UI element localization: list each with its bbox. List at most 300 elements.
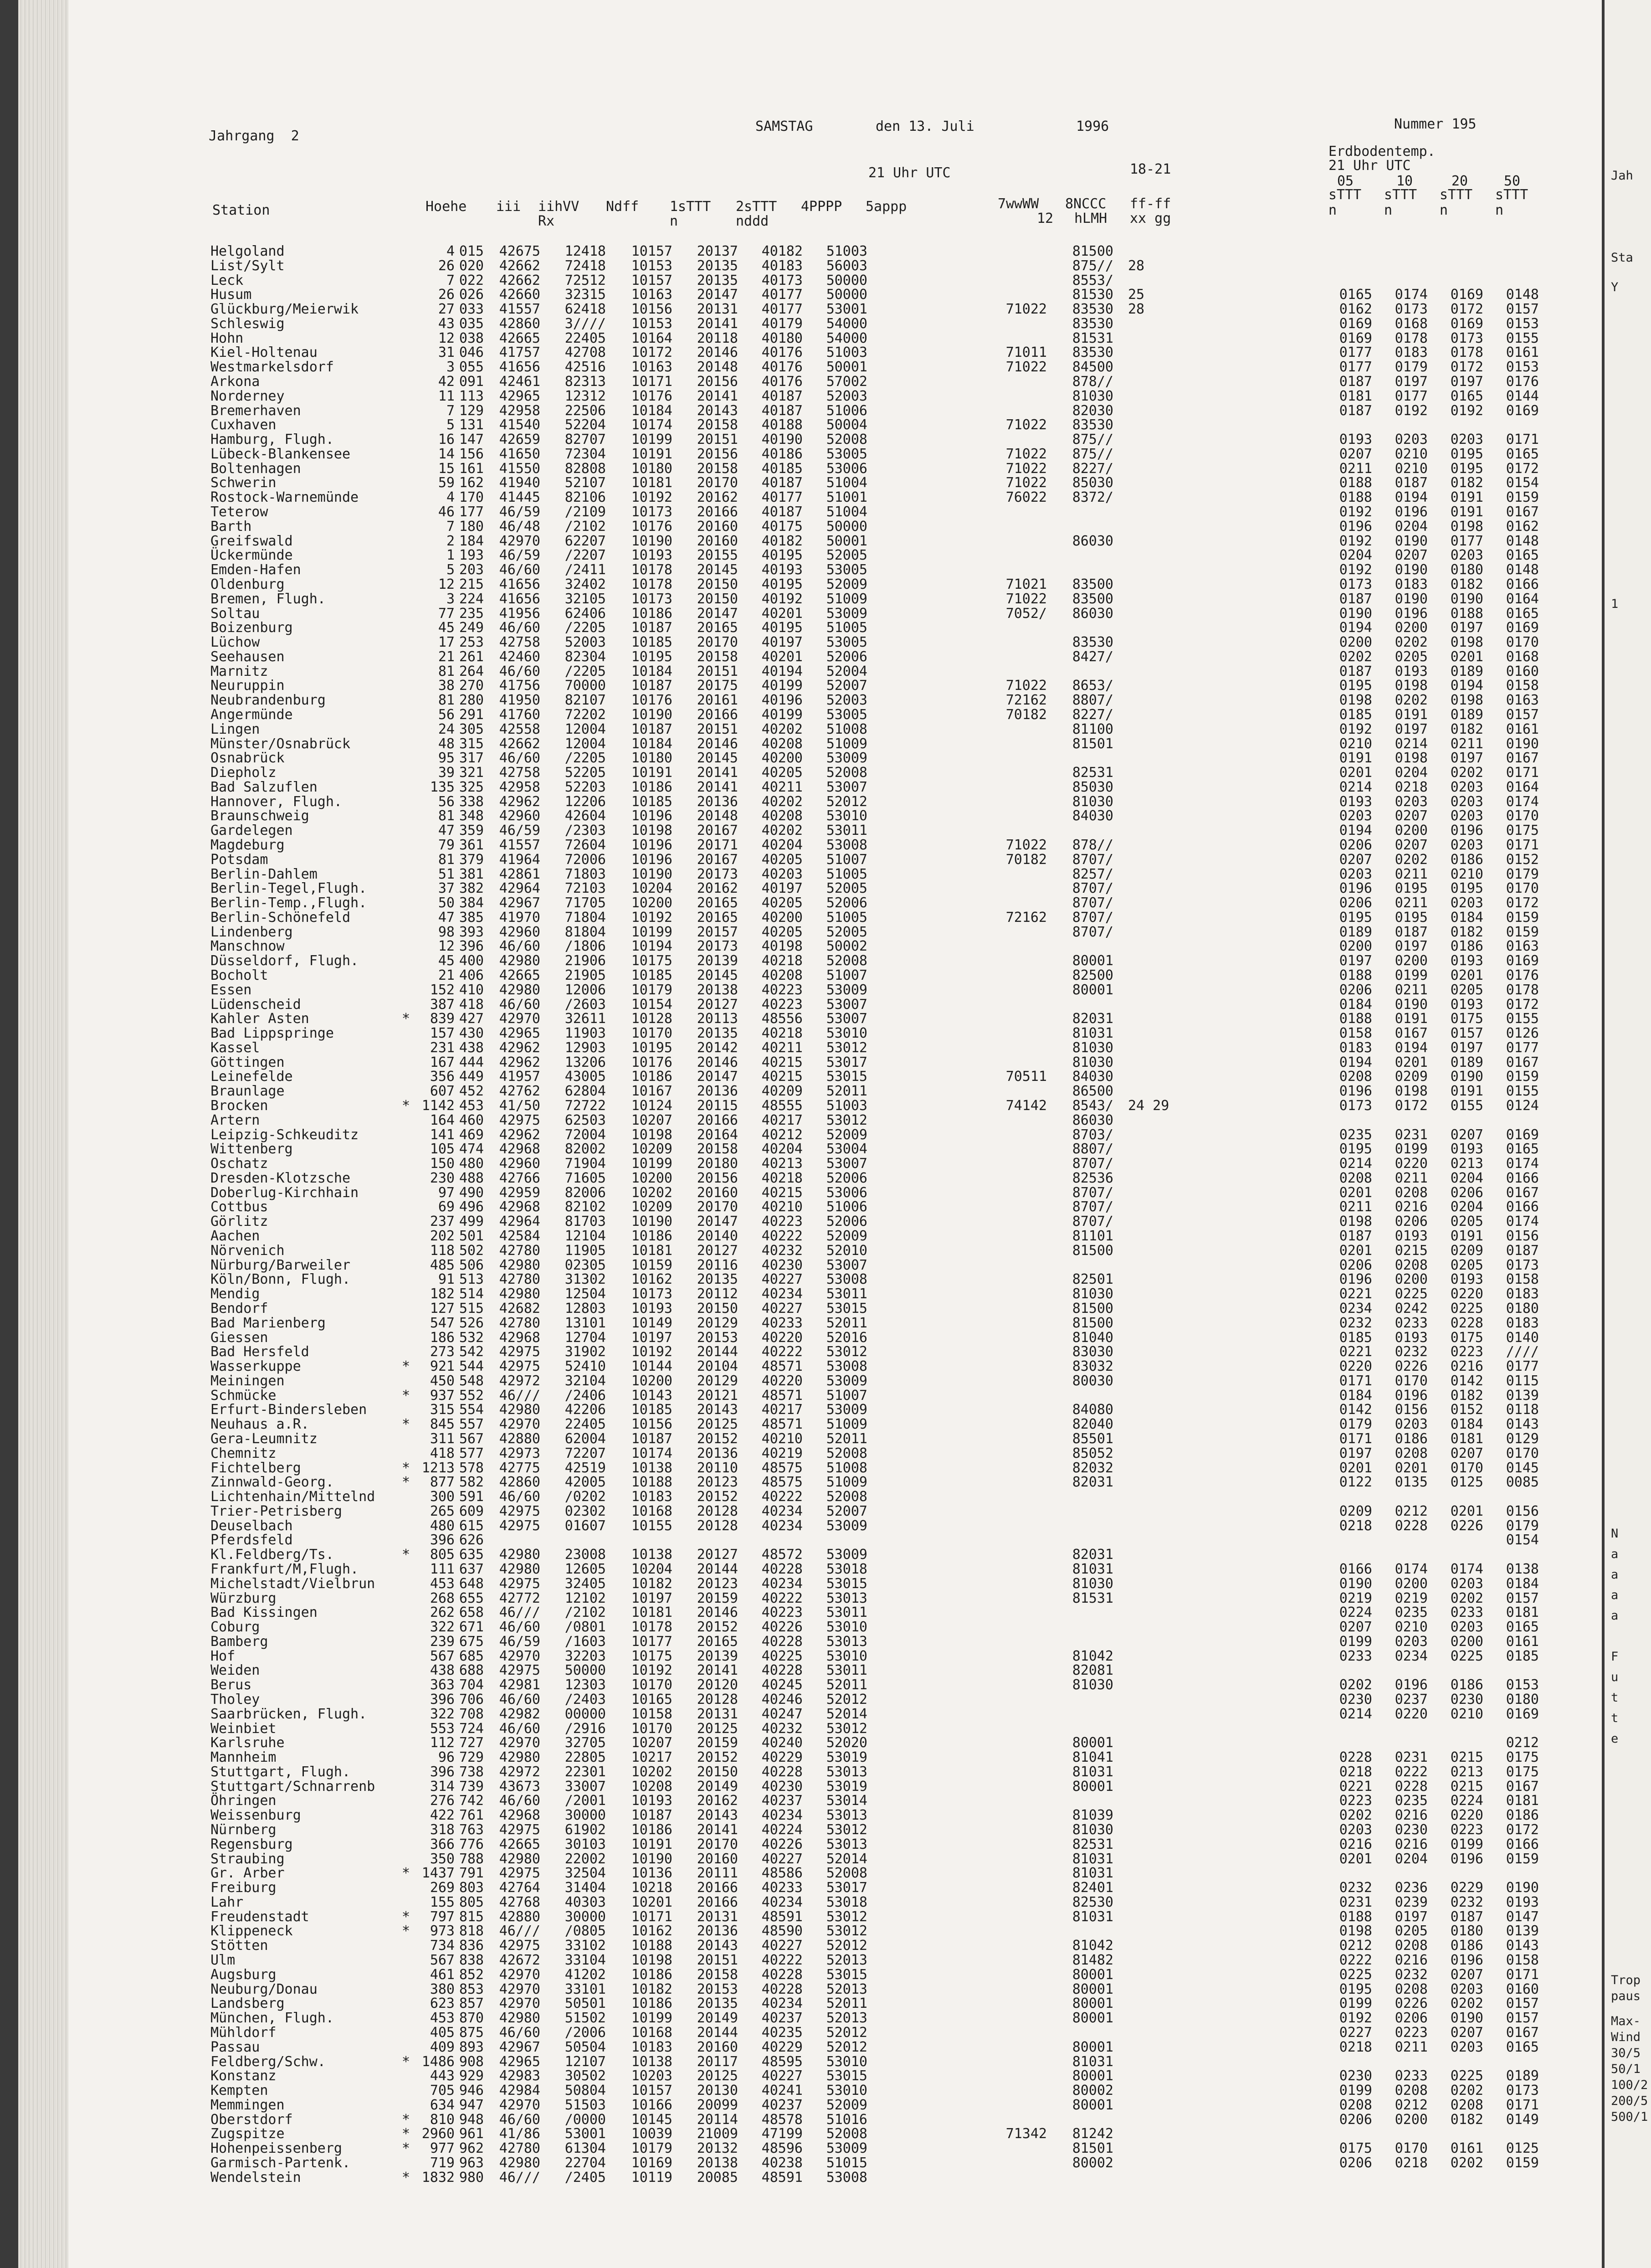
cell-sttt2: 20116 <box>697 1257 738 1273</box>
cell-soil20: 0174 <box>1450 1561 1483 1577</box>
cell-nccc: 81030 <box>1072 1677 1113 1693</box>
cell-soil20: 0203 <box>1450 1619 1483 1635</box>
cell-soil10: 0186 <box>1395 1430 1428 1447</box>
cell-ndff: 12418 <box>564 243 606 259</box>
cell-soil05: 0196 <box>1339 518 1372 535</box>
cell-ndff: 22506 <box>564 402 606 419</box>
cell-appp: 51003 <box>826 243 867 259</box>
cell-soil05: 0199 <box>1339 2083 1372 2099</box>
cell-pppp: 40210 <box>761 1430 803 1447</box>
cell-iii: 501 <box>459 1228 484 1245</box>
cell-soil20: 0187 <box>1450 1908 1483 1925</box>
table-row <box>210 1403 1545 1417</box>
cell-soil50: 0155 <box>1506 330 1539 346</box>
cell-nccc: 81500 <box>1072 1242 1113 1259</box>
cell-appp: 53019 <box>826 1749 867 1766</box>
cell-sttt2: 20129 <box>697 1373 738 1389</box>
cell-nccc: 82401 <box>1072 1880 1113 1896</box>
cell-soil05: 0202 <box>1339 648 1372 665</box>
cell-iihvv: 46/59 <box>499 1633 540 1650</box>
cell-soil50: 0169 <box>1506 1126 1539 1143</box>
cell-sttt1: 10157 <box>631 243 672 259</box>
cell-sttt1: 10173 <box>631 504 672 520</box>
cell-nccc: 81031 <box>1072 1764 1113 1780</box>
cell-soil05: 0222 <box>1339 1952 1372 1969</box>
cell-pppp: 40212 <box>761 1126 803 1143</box>
cell-soil20: 0161 <box>1450 2140 1483 2157</box>
cell-appp: 52008 <box>826 765 867 781</box>
cell-iii: 513 <box>459 1271 484 1288</box>
cell-soil10: 0212 <box>1395 1503 1428 1519</box>
cell-appp: 52009 <box>826 1228 867 1245</box>
cell-iihvv: 42960 <box>499 808 540 824</box>
cell-sttt1: 10138 <box>631 1547 672 1563</box>
cell-hoehe: 921 <box>430 1358 455 1375</box>
cell-sttt2: 20153 <box>697 1329 738 1346</box>
cell-iihvv: 42980 <box>499 1547 540 1563</box>
cell-appp: 51009 <box>826 591 867 607</box>
cell-appp: 53007 <box>826 996 867 1013</box>
cell-pppp: 40176 <box>761 345 803 361</box>
adjacent-text-fragment: 200/5 <box>1611 2094 1648 2108</box>
cell-hoehe: 167 <box>430 1054 455 1070</box>
table-row <box>210 635 1545 650</box>
cell-nccc: 81500 <box>1072 243 1113 259</box>
cell-ndff: 82808 <box>564 460 606 477</box>
cell-soil50: 0165 <box>1506 2039 1539 2055</box>
cell-soil20: 0199 <box>1450 1836 1483 1852</box>
cell-pppp: 40208 <box>761 735 803 752</box>
cell-soil50: 0085 <box>1506 1474 1539 1491</box>
cell-iii: 215 <box>459 576 484 592</box>
cell-ndff: 71904 <box>564 1156 606 1172</box>
cell-iihvv: 42659 <box>499 432 540 448</box>
cell-sttt2: 20152 <box>697 1619 738 1635</box>
cell-soil10: 0211 <box>1395 866 1428 882</box>
cell-sttt1: 10178 <box>631 562 672 578</box>
cell-station: Wasserkuppe <box>210 1358 301 1375</box>
cell-hoehe: 705 <box>430 2083 455 2099</box>
cell-pppp: 40205 <box>761 895 803 911</box>
cell-station: Konstanz <box>210 2068 277 2084</box>
cell-iii: 474 <box>459 1141 484 1157</box>
cell-sttt1: 10193 <box>631 1793 672 1809</box>
cell-ndff: 50000 <box>564 1662 606 1679</box>
cell-soil10: 0202 <box>1395 634 1428 651</box>
cell-ndff: /0202 <box>564 1489 606 1505</box>
cell-soil50: 0173 <box>1506 1257 1539 1273</box>
cell-iii: 035 <box>459 315 484 332</box>
cell-sttt1: 10185 <box>631 634 672 651</box>
cell-sttt2: 20139 <box>697 953 738 969</box>
cell-nccc: 80001 <box>1072 2097 1113 2113</box>
cell-hoehe: 422 <box>430 1807 455 1824</box>
cell-sttt1: 10209 <box>631 1199 672 1215</box>
cell-soil10: 0190 <box>1395 591 1428 607</box>
cell-sttt2: 20141 <box>697 1662 738 1679</box>
cell-soil10: 0197 <box>1395 1908 1428 1925</box>
cell-soil50: 0153 <box>1506 1677 1539 1693</box>
cell-sttt1: 10157 <box>631 272 672 288</box>
cell-appp: 52007 <box>826 678 867 694</box>
cell-soil10: 0215 <box>1395 1242 1428 1259</box>
cell-soil50: 0165 <box>1506 446 1539 462</box>
cell-soil10: 0206 <box>1395 1214 1428 1230</box>
cell-ndff: 82707 <box>564 432 606 448</box>
cell-pppp: 40227 <box>761 2068 803 2084</box>
cell-station: Marnitz <box>210 663 268 679</box>
cell-hoehe: 318 <box>430 1822 455 1838</box>
cell-hoehe: 7 <box>446 518 455 535</box>
cell-iihvv: 42970 <box>499 1735 540 1751</box>
cell-ndff: 62207 <box>564 533 606 549</box>
cell-soil20: 0203 <box>1450 895 1483 911</box>
cell-pppp: 48571 <box>761 1358 803 1375</box>
cell-soil20: 0142 <box>1450 1373 1483 1389</box>
cell-hoehe: 443 <box>430 2068 455 2084</box>
cell-sttt1: 10173 <box>631 591 672 607</box>
cell-sttt1: 10197 <box>631 1329 672 1346</box>
cell-hoehe: 273 <box>430 1344 455 1360</box>
cell-appp: 52008 <box>826 1865 867 1882</box>
depth-05: 05 <box>1337 173 1354 189</box>
cell-hoehe: 734 <box>430 1938 455 1954</box>
cell-soil05: 0221 <box>1339 1344 1372 1360</box>
cell-sttt1: 10186 <box>631 1966 672 1983</box>
cell-soil20: 0125 <box>1450 1474 1483 1491</box>
cell-sttt1: 10200 <box>631 895 672 911</box>
cell-ndff: 52205 <box>564 765 606 781</box>
cell-soil05: 0192 <box>1339 533 1372 549</box>
cell-soil05: 0201 <box>1339 1851 1372 1867</box>
col-n-50: n <box>1495 202 1504 218</box>
cell-iii: 348 <box>459 808 484 824</box>
cell-iihvv: 46/60 <box>499 750 540 766</box>
cell-soil05: 0234 <box>1339 1300 1372 1317</box>
cell-station: Schwerin <box>210 475 277 491</box>
adjacent-text-fragment: a <box>1611 1547 1619 1561</box>
cell-station: Stötten <box>210 1938 268 1954</box>
cell-station: Kahler Asten <box>210 1011 309 1027</box>
cell-soil10: 0199 <box>1395 1141 1428 1157</box>
cell-iihvv: 42665 <box>499 967 540 983</box>
table-row <box>210 607 1545 621</box>
cell-station: Braunlage <box>210 1083 285 1100</box>
cell-soil05: 0192 <box>1339 2010 1372 2026</box>
cell-soil20: 0194 <box>1450 678 1483 694</box>
cell-soil20: 0198 <box>1450 692 1483 709</box>
cell-hoehe: 877 <box>430 1474 455 1491</box>
cell-iii: 635 <box>459 1547 484 1563</box>
cell-soil10: 0156 <box>1395 1402 1428 1418</box>
cell-ndff: /0805 <box>564 1923 606 1939</box>
cell-iii: 193 <box>459 547 484 564</box>
cell-soil05: 0233 <box>1339 1648 1372 1664</box>
cell-soil20: 0213 <box>1450 1764 1483 1780</box>
cell-pppp: 40222 <box>761 1344 803 1360</box>
cell-hoehe: 47 <box>438 823 455 839</box>
cell-soil20: 0197 <box>1450 1039 1483 1056</box>
cell-ndff: 22405 <box>564 330 606 346</box>
cell-sttt2: 20160 <box>697 1184 738 1201</box>
cell-sttt2: 20130 <box>697 2083 738 2099</box>
cell-sttt1: 10171 <box>631 374 672 390</box>
cell-marker: * <box>402 2126 410 2142</box>
cell-iihvv: 42965 <box>499 388 540 404</box>
table-row <box>210 751 1545 766</box>
cell-sttt1: 10181 <box>631 1605 672 1621</box>
cell-station: Neuruppin <box>210 678 285 694</box>
cell-hoehe: 973 <box>430 1923 455 1939</box>
cell-appp: 56003 <box>826 257 867 274</box>
cell-station: Angermünde <box>210 706 293 723</box>
cell-iii: 870 <box>459 2010 484 2026</box>
cell-iii: 685 <box>459 1648 484 1664</box>
cell-ndff: 33101 <box>564 1981 606 1997</box>
cell-sttt2: 20141 <box>697 315 738 332</box>
table-row <box>210 1316 1545 1331</box>
adjacent-text-fragment: Sta <box>1611 251 1633 265</box>
cell-iii: 396 <box>459 938 484 955</box>
cell-hoehe: 186 <box>430 1329 455 1346</box>
cell-pppp: 40195 <box>761 620 803 636</box>
cell-ndff: 42516 <box>564 359 606 375</box>
cell-iii: 658 <box>459 1605 484 1621</box>
cell-soil10: 0231 <box>1395 1749 1428 1766</box>
cell-soil50: 0165 <box>1506 605 1539 622</box>
cell-iii: 739 <box>459 1778 484 1795</box>
cell-sttt2: 20162 <box>697 489 738 506</box>
cell-nccc: 85052 <box>1072 1445 1113 1461</box>
cell-nccc: 82032 <box>1072 1460 1113 1476</box>
table-row <box>210 345 1545 360</box>
cell-soil20: 0195 <box>1450 446 1483 462</box>
cell-nccc: 81501 <box>1072 2140 1113 2157</box>
cell-ndff: 33007 <box>564 1778 606 1795</box>
cell-iii: 963 <box>459 2155 484 2171</box>
table-row <box>210 1707 1545 1722</box>
cell-hoehe: 634 <box>430 2097 455 2113</box>
cell-sttt1: 10180 <box>631 750 672 766</box>
cell-soil20: 0225 <box>1450 1300 1483 1317</box>
cell-sttt2: 20127 <box>697 996 738 1013</box>
cell-soil05: 0202 <box>1339 1677 1372 1693</box>
cell-station: Stuttgart, Flugh. <box>210 1764 351 1780</box>
adjacent-text-fragment: paus <box>1611 1989 1641 2003</box>
cell-hoehe: 112 <box>430 1735 455 1751</box>
cell-pppp: 40215 <box>761 1069 803 1085</box>
cell-ndff: 72604 <box>564 837 606 853</box>
cell-hoehe: 262 <box>430 1605 455 1621</box>
cell-iii: 460 <box>459 1112 484 1128</box>
cell-iihvv: 46/60 <box>499 996 540 1013</box>
cell-sttt2: 20170 <box>697 634 738 651</box>
cell-soil20: 0193 <box>1450 996 1483 1013</box>
cell-pppp: 40204 <box>761 837 803 853</box>
cell-hoehe: 79 <box>438 837 455 853</box>
cell-ndff: 32405 <box>564 1575 606 1592</box>
cell-sttt2: 20135 <box>697 1271 738 1288</box>
cell-pppp: 47199 <box>761 2126 803 2142</box>
cell-pppp: 40226 <box>761 1619 803 1635</box>
cell-soil10: 0191 <box>1395 706 1428 723</box>
cell-soil20: 0165 <box>1450 388 1483 404</box>
cell-soil05: 0162 <box>1339 301 1372 318</box>
cell-soil50: 0145 <box>1506 1460 1539 1476</box>
cell-marker: * <box>402 2053 410 2070</box>
cell-sttt2: 20150 <box>697 591 738 607</box>
cell-soil05: 0211 <box>1339 1199 1372 1215</box>
cell-soil10: 0233 <box>1395 2068 1428 2084</box>
cell-station: Weiden <box>210 1662 260 1679</box>
cell-soil20: 0186 <box>1450 851 1483 868</box>
cell-sttt1: 10185 <box>631 793 672 810</box>
cell-soil20: 0172 <box>1450 359 1483 375</box>
cell-iii: 361 <box>459 837 484 853</box>
cell-iihvv: 42962 <box>499 1039 540 1056</box>
cell-pppp: 40218 <box>761 1025 803 1042</box>
cell-wwww: 71022 <box>1005 301 1047 318</box>
cell-pppp: 40233 <box>761 1315 803 1331</box>
cell-iii: 724 <box>459 1720 484 1737</box>
cell-ndff: 12312 <box>564 388 606 404</box>
cell-ndff: 22301 <box>564 1764 606 1780</box>
cell-iihvv: 46/48 <box>499 518 540 535</box>
cell-soil05: 0173 <box>1339 576 1372 592</box>
cell-soil05: 0196 <box>1339 880 1372 897</box>
cell-soil50: 0172 <box>1506 460 1539 477</box>
cell-soil50: 0172 <box>1506 1822 1539 1838</box>
cell-soil20: 0202 <box>1450 1590 1483 1606</box>
cell-sttt1: 10202 <box>631 1184 672 1201</box>
cell-pppp: 40213 <box>761 1156 803 1172</box>
cell-soil10: 0207 <box>1395 547 1428 564</box>
cell-station: Boizenburg <box>210 620 293 636</box>
cell-ndff: 81703 <box>564 1214 606 1230</box>
cell-station: Hamburg, Flugh. <box>210 432 334 448</box>
cell-pppp: 40180 <box>761 330 803 346</box>
cell-ndff: 23008 <box>564 1547 606 1563</box>
cell-iii: 469 <box>459 1126 484 1143</box>
cell-marker: * <box>402 1011 410 1027</box>
cell-appp: 51007 <box>826 967 867 983</box>
cell-soil20: 0208 <box>1450 2097 1483 2113</box>
col-iihvv: iihVV <box>538 199 579 215</box>
cell-sttt2: 20156 <box>697 446 738 462</box>
cell-soil50: 0157 <box>1506 1995 1539 2012</box>
cell-pppp: 40228 <box>761 1981 803 1997</box>
cell-appp: 52012 <box>826 2039 867 2055</box>
cell-soil50: 0171 <box>1506 2097 1539 2113</box>
cell-iii: 452 <box>459 1083 484 1100</box>
cell-soil20: 0202 <box>1450 2083 1483 2099</box>
cell-station: Diepholz <box>210 765 277 781</box>
cell-hoehe: 43 <box>438 315 455 332</box>
cell-nccc: 82040 <box>1072 1416 1113 1433</box>
cell-ndff: 43005 <box>564 1069 606 1085</box>
cell-hoehe: 98 <box>438 924 455 940</box>
cell-soil05: 0214 <box>1339 779 1372 795</box>
table-row <box>210 939 1545 954</box>
cell-sttt1: 10179 <box>631 2140 672 2157</box>
cell-pppp: 40187 <box>761 388 803 404</box>
cell-nccc: 84030 <box>1072 1069 1113 1085</box>
cell-soil10: 0174 <box>1395 1561 1428 1577</box>
cell-soil50: 0157 <box>1506 2010 1539 2026</box>
cell-ndff: 61304 <box>564 2140 606 2157</box>
cell-pppp: 40215 <box>761 1184 803 1201</box>
cell-nccc: 80001 <box>1072 2068 1113 2084</box>
cell-sttt1: 10182 <box>631 1981 672 1997</box>
cell-ndff: 50501 <box>564 1995 606 2012</box>
cell-sttt2: 20153 <box>697 1981 738 1997</box>
cell-sttt1: 10159 <box>631 1257 672 1273</box>
cell-soil10: 0196 <box>1395 504 1428 520</box>
cell-sttt1: 10187 <box>631 620 672 636</box>
cell-sttt1: 10170 <box>631 1025 672 1042</box>
cell-pppp: 40233 <box>761 1880 803 1896</box>
table-row <box>210 621 1545 635</box>
cell-soil10: 0199 <box>1395 967 1428 983</box>
cell-appp: 53011 <box>826 1286 867 1302</box>
cell-station: Husum <box>210 287 252 303</box>
col-rx: Rx <box>538 213 555 229</box>
cell-appp: 53013 <box>826 1590 867 1606</box>
cell-sttt1: 10186 <box>631 1069 672 1085</box>
cell-soil20: 0225 <box>1450 2068 1483 2084</box>
cell-sttt1: 10191 <box>631 1836 672 1852</box>
table-row <box>210 360 1545 375</box>
cell-sttt1: 10192 <box>631 909 672 926</box>
cell-hoehe: 118 <box>430 1242 455 1259</box>
cell-sttt2: 20144 <box>697 1344 738 1360</box>
cell-nccc: 8707/ <box>1072 880 1113 897</box>
cell-appp: 53012 <box>826 1344 867 1360</box>
cell-station: Frankfurt/M,Flugh. <box>210 1561 359 1577</box>
cell-iihvv: 42970 <box>499 1011 540 1027</box>
cell-nccc: 8653/ <box>1072 678 1113 694</box>
cell-pppp: 48571 <box>761 1387 803 1404</box>
cell-nccc: 80001 <box>1072 1981 1113 1997</box>
cell-sttt2: 20150 <box>697 576 738 592</box>
cell-soil20: 0215 <box>1450 1749 1483 1766</box>
cell-iii: 836 <box>459 1938 484 1954</box>
cell-soil05: 0194 <box>1339 1054 1372 1070</box>
cell-pppp: 40232 <box>761 1242 803 1259</box>
cell-soil50: 0140 <box>1506 1329 1539 1346</box>
cell-ndff: 72418 <box>564 257 606 274</box>
cell-pppp: 40234 <box>761 1807 803 1824</box>
cell-station: Saarbrücken, Flugh. <box>210 1706 367 1722</box>
cell-sttt1: 10162 <box>631 1923 672 1939</box>
cell-sttt2: 20085 <box>697 2169 738 2186</box>
cell-iihvv: 42965 <box>499 2053 540 2070</box>
cell-sttt2: 20123 <box>697 1474 738 1491</box>
cell-appp: 53015 <box>826 1300 867 1317</box>
cell-iihvv: 42780 <box>499 1242 540 1259</box>
cell-soil50: 0149 <box>1506 2111 1539 2128</box>
cell-iii: 838 <box>459 1952 484 1969</box>
cell-soil10: 0196 <box>1395 1677 1428 1693</box>
cell-wwww: 71022 <box>1005 417 1047 433</box>
cell-pppp: 40234 <box>761 1894 803 1910</box>
cell-pppp: 40187 <box>761 402 803 419</box>
cell-soil10: 0200 <box>1395 823 1428 839</box>
table-row <box>210 1562 1545 1577</box>
table-row <box>210 1258 1545 1273</box>
cell-pppp: 40229 <box>761 1749 803 1766</box>
cell-ndff: 00000 <box>564 1706 606 1722</box>
